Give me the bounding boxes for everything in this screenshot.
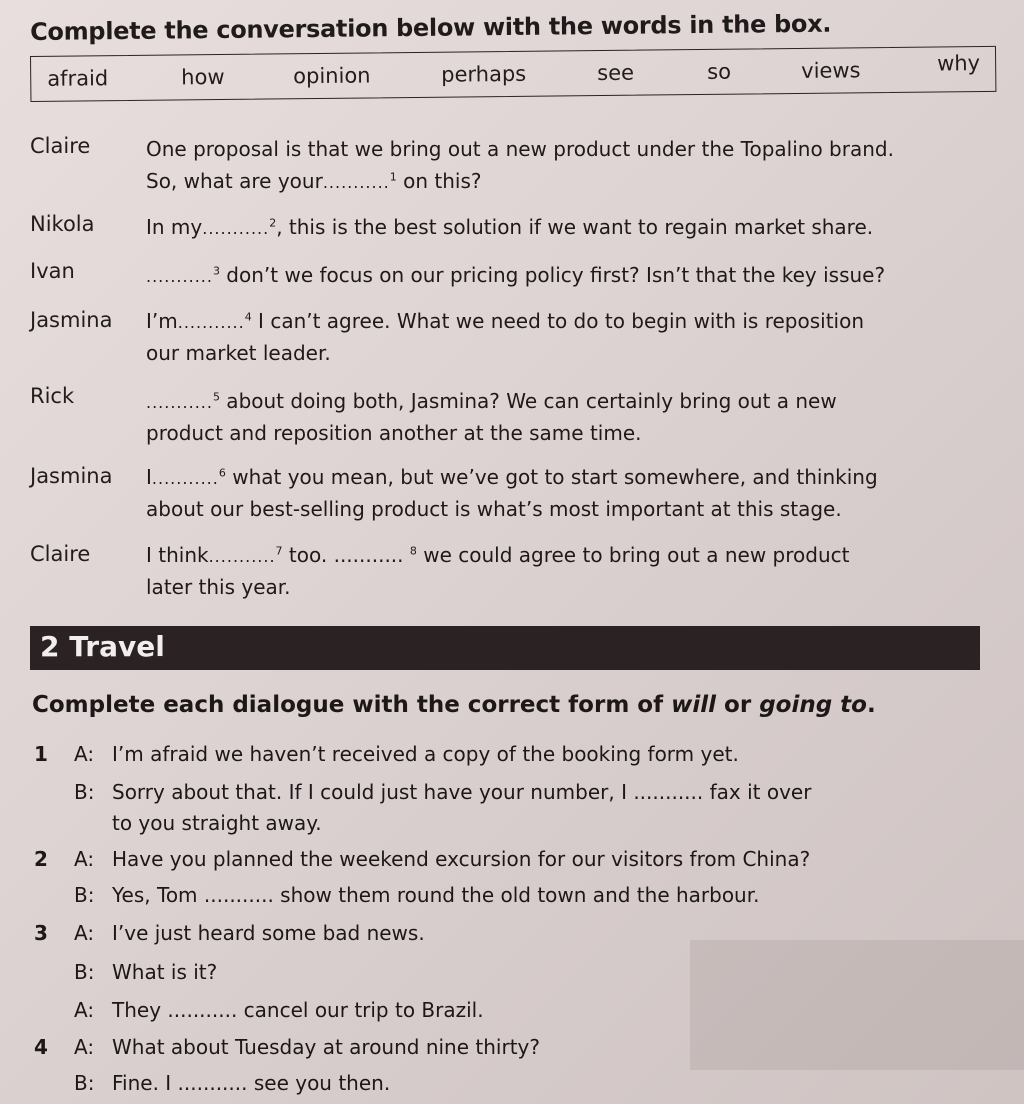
speaker-label: A:	[74, 1035, 95, 1059]
speaker-nikola: Nikola	[30, 212, 95, 236]
word-views: views	[801, 58, 861, 83]
dialogue-line: Sorry about that. If I could just have your number, I ........... fax it over	[112, 780, 812, 804]
conversation-line: later this year.	[146, 575, 291, 599]
word-why: why	[937, 51, 981, 76]
conversation-line: product and reposition another at the same time.	[146, 421, 642, 445]
section-header-bar	[30, 626, 980, 670]
speaker-jasmina: Jasmina	[30, 464, 113, 488]
word-box	[30, 46, 996, 102]
background-shadow	[690, 940, 1024, 1070]
dialogue-number: 1	[34, 742, 48, 766]
dialogue-line: Yes, Tom ........... show them round the old town and the harbour.	[112, 883, 760, 907]
dialogue-line: What is it?	[112, 960, 218, 984]
speaker-label: B:	[74, 960, 95, 984]
dialogue-line: They ........... cancel our trip to Brazil.	[112, 998, 484, 1022]
conversation-line: ...........$^3$ don’t we focus on our pricing policy first? Isn’t that the key issue?	[146, 263, 886, 287]
speaker-claire: Claire	[30, 134, 91, 158]
conversation-line: I...........$^6$ what you mean, but we’ve got to start somewhere, and thinking	[146, 465, 878, 489]
conversation-line: about our best-selling product is what’s most important at this stage.	[146, 497, 842, 521]
conversation-line: I’m...........$^4$ I can’t agree. What we need to do to begin with is reposition	[146, 309, 864, 333]
answer-gap-5[interactable]: ...........	[146, 393, 213, 412]
word-perhaps: perhaps	[441, 61, 527, 87]
conversation-line: our market leader.	[146, 341, 331, 365]
speaker-jasmina: Jasmina	[30, 308, 113, 332]
exercise-2-instructions: Complete each dialogue with the correct form of will or going to.	[32, 692, 876, 718]
speaker-label: B:	[74, 883, 95, 907]
speaker-claire: Claire	[30, 542, 91, 566]
dialogue-line: Have you planned the weekend excursion for our visitors from China?	[112, 847, 811, 871]
speaker-label: B:	[74, 1071, 95, 1095]
word-so: so	[707, 59, 732, 84]
exercise-1-instructions: Complete the conversation below with the words in the box.	[30, 9, 832, 46]
section-title: 2 Travel	[40, 630, 165, 663]
word-opinion: opinion	[293, 63, 371, 89]
word-see: see	[597, 60, 635, 86]
speaker-label: A:	[74, 847, 95, 871]
speaker-label: A:	[74, 921, 95, 945]
answer-gap-4[interactable]: ...........	[177, 313, 245, 332]
speaker-ivan: Ivan	[30, 259, 75, 283]
dialogue-number: 2	[34, 847, 48, 871]
dialogue-line: What about Tuesday at around nine thirty?	[112, 1035, 540, 1059]
dialogue-line: Fine. I ........... see you then.	[112, 1071, 391, 1095]
speaker-label: B:	[74, 780, 95, 804]
conversation-line: One proposal is that we bring out a new product under the Topalino brand.	[146, 137, 894, 161]
conversation-line: In my...........$^2$, this is the best solution if we want to regain market share.	[146, 215, 874, 239]
answer-gap-6[interactable]: ...........	[151, 469, 219, 488]
dialogue-line: to you straight away.	[112, 811, 322, 835]
speaker-label: A:	[74, 998, 95, 1022]
conversation-line: I think...........$^7$ too. ........... $^8$ we could agree to bring out a new product	[146, 543, 850, 567]
dialogue-line: I’m afraid we haven’t received a copy of the booking form yet.	[112, 742, 739, 766]
dialogue-line: I’ve just heard some bad news.	[112, 921, 425, 945]
answer-gap-3[interactable]: ...........	[146, 267, 213, 286]
answer-gap-7[interactable]: ...........	[208, 547, 276, 566]
word-how: how	[181, 64, 225, 90]
conversation-line: So, what are your...........$^1$ on this?	[146, 169, 482, 193]
speaker-label: A:	[74, 742, 95, 766]
answer-gap-1[interactable]: ...........	[322, 173, 390, 192]
speaker-rick: Rick	[30, 384, 75, 408]
dialogue-number: 4	[34, 1035, 48, 1059]
word-afraid: afraid	[47, 66, 109, 91]
answer-gap-2[interactable]: ...........	[202, 219, 270, 238]
dialogue-number: 3	[34, 921, 48, 945]
conversation-line: ...........$^5$ about doing both, Jasmina? We can certainly bring out a new	[146, 389, 837, 413]
